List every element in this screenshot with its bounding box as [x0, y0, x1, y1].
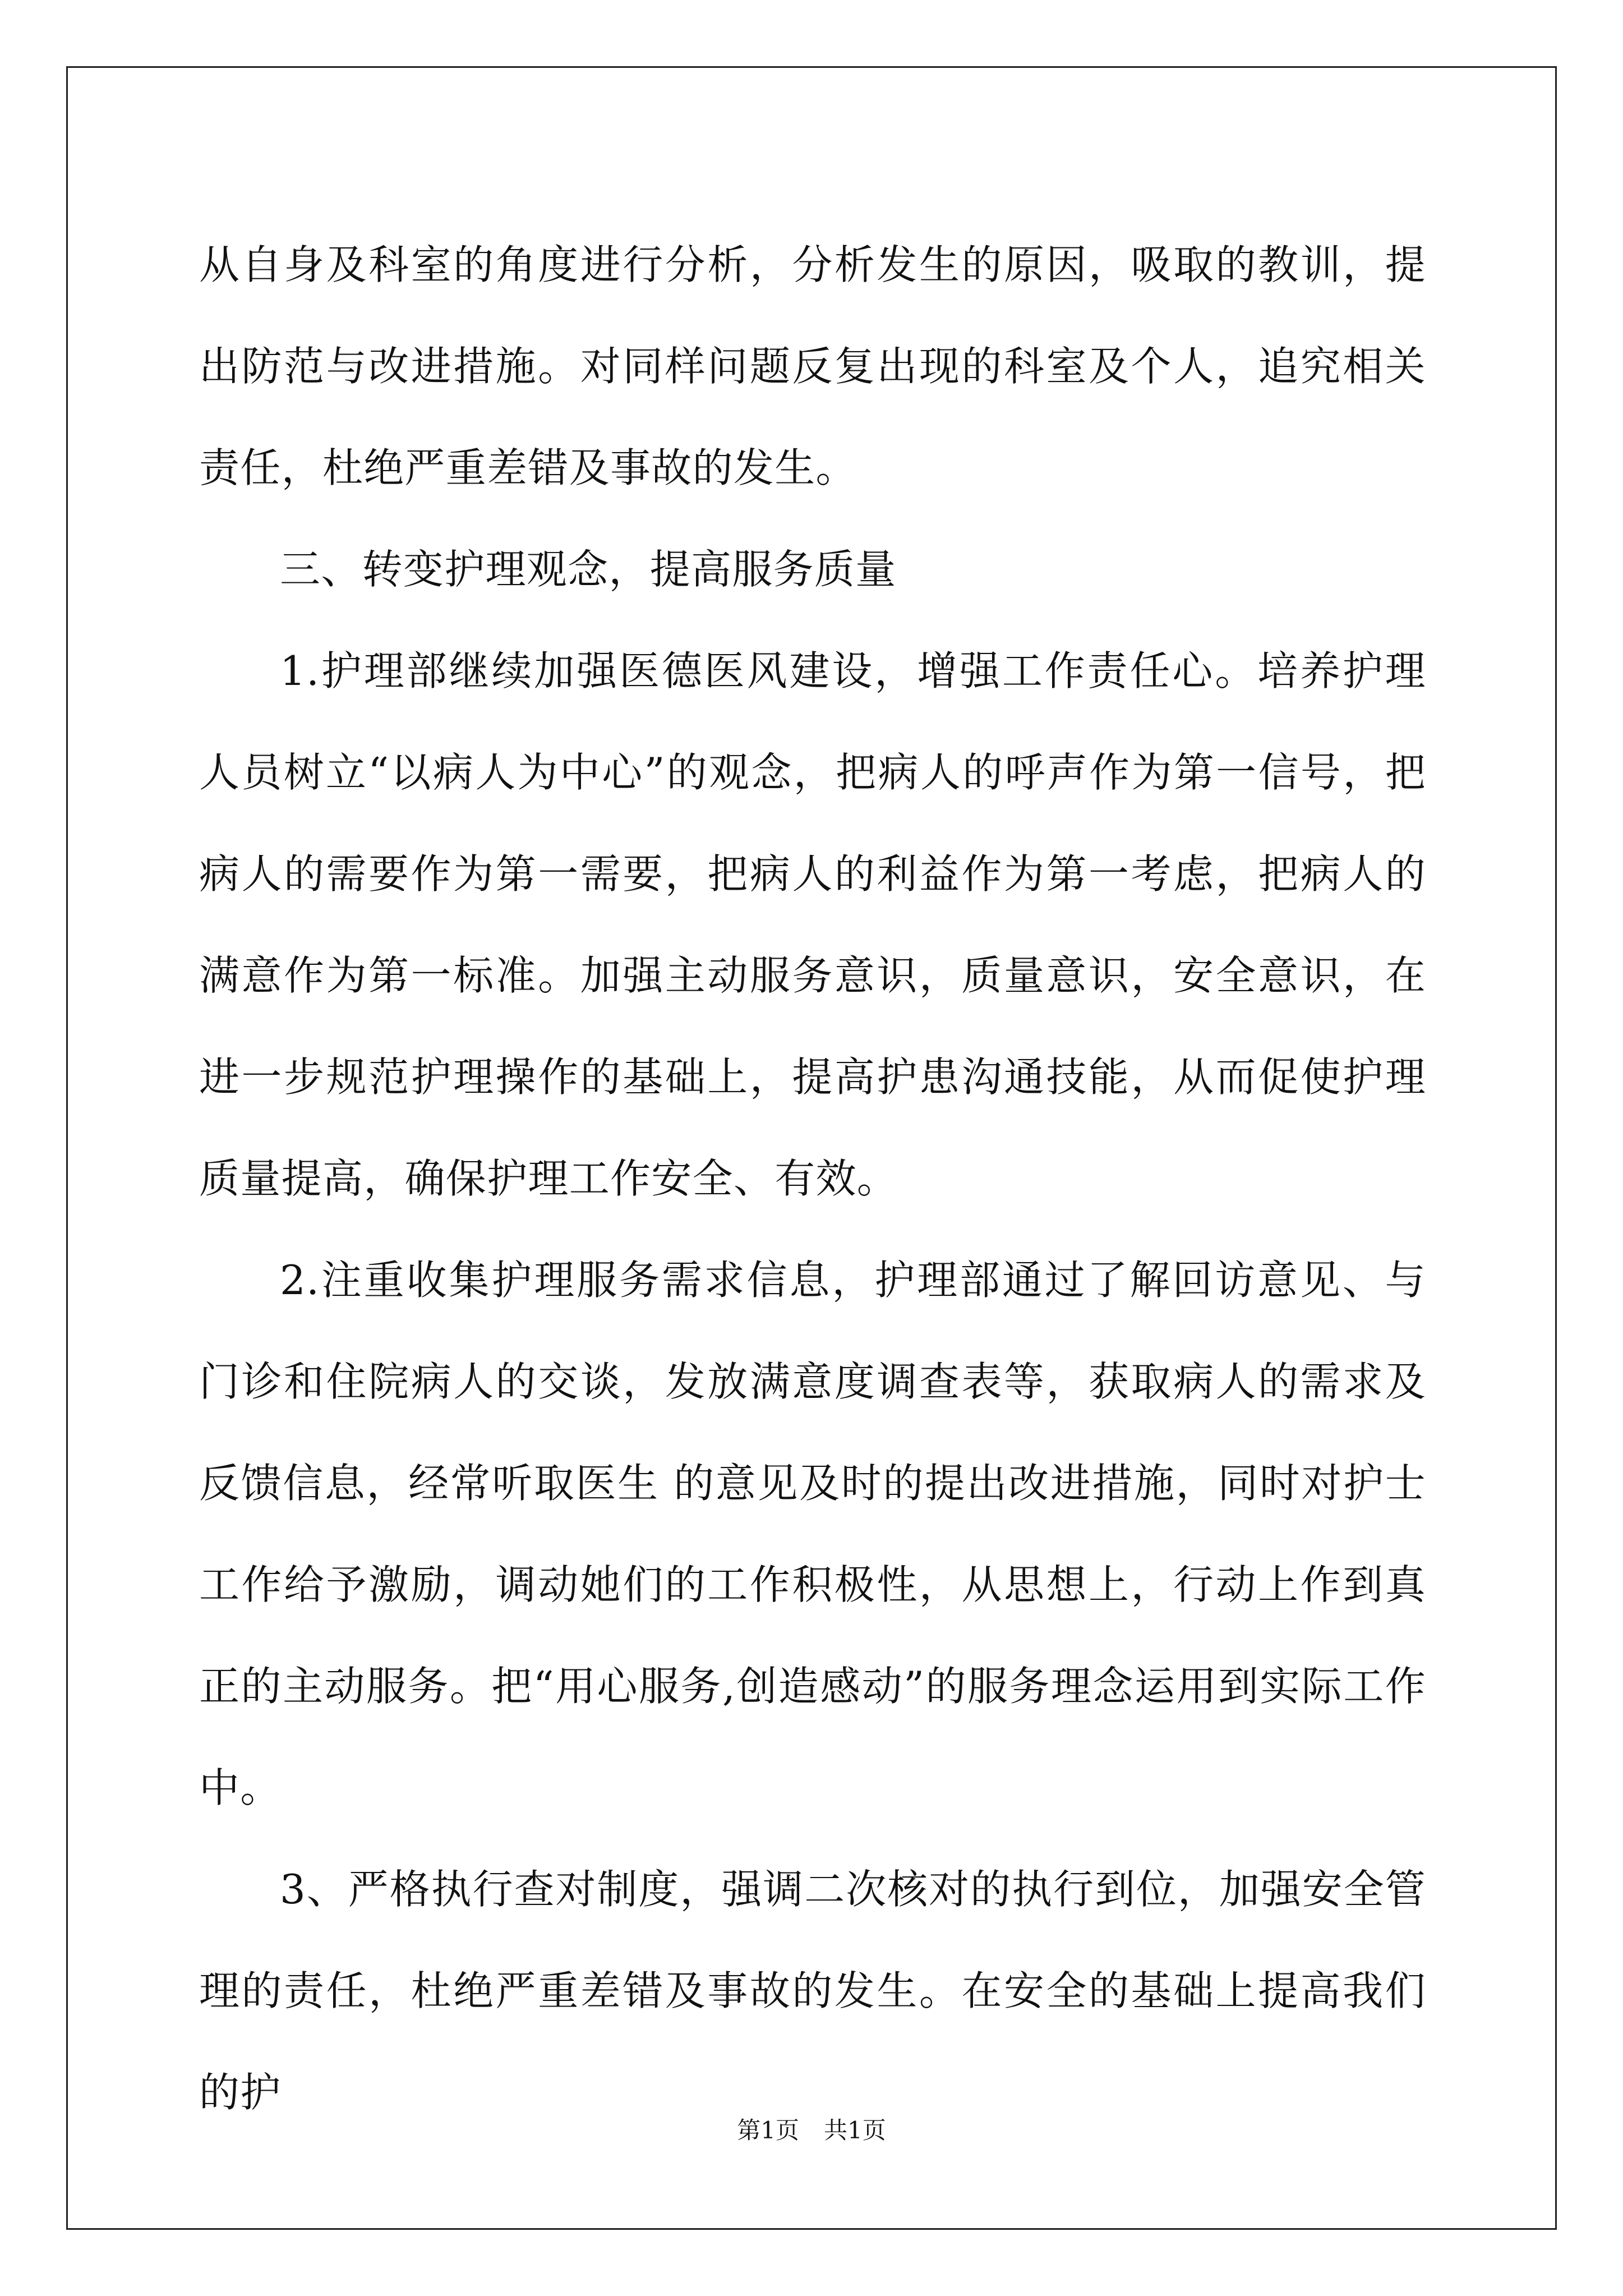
document-body	[199, 214, 1426, 2143]
section-heading: 三、转变护理观念，提高服务质量	[280, 546, 897, 593]
paragraph-item-3: 3、严格执行查对制度，强调二次核对的执行到位，加强安全管理的责任，杜绝严重差错及事故的发生。在安全的基础上提高我们的护	[199, 1866, 1426, 2116]
page-total: 共1页	[824, 2116, 886, 2144]
page-footer	[0, 2112, 1623, 2146]
page-number: 第1页	[737, 2116, 799, 2144]
paragraph-continuation: 从自身及科室的角度进行分析，分析发生的原因，吸取的教训，提出防范与改进措施。对同样问题反复出现的科室及个人，追究相关责任，杜绝严重差错及事故的发生。	[199, 241, 1426, 491]
paragraph-item-1: 1.护理部继续加强医德医风建设，增强工作责任心。培养护理人员树立“以病人为中心”的观念，把病人的呼声作为第一信号，把病人的需要作为第一需要，把病人的利益作为第一考虑，把病人的满意作为第一标准。加强主动服务意识，质量意识，安全意识，在进一步规范护理操作的基础上，提高护患沟通技能，从而促使护理质量提高，确保护理工作安全、有效。	[199, 647, 1426, 1202]
paragraph-item-2: 2.注重收集护理服务需求信息，护理部通过了解回访意见、与门诊和住院病人的交谈，发放满意度调查表等，获取病人的需求及反馈信息，经常听取医生 的意见及时的提出改进措施，同时对护士工作给予激励，调动她们的工作积极性，从思想上，行动上作到真正的主动服务。把“用心服务,创造感动”的服务理念运用到实际工作中。	[199, 1257, 1426, 1811]
